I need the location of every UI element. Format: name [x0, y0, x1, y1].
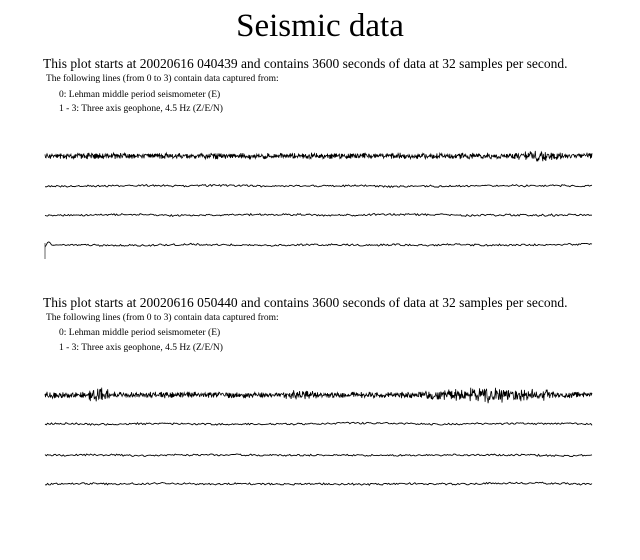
plot-2-traces	[0, 375, 640, 495]
trace-plot-1-line-3	[45, 242, 592, 247]
trace-plot-2-line-3	[45, 482, 592, 485]
plot-1-subline: The following lines (from 0 to 3) contain data captured from:	[46, 74, 279, 84]
plot-2-channel-1-3: 1 - 3: Three axis geophone, 4.5 Hz (Z/E/N)	[59, 343, 223, 353]
trace-plot-2-line-0	[45, 388, 592, 404]
trace-plot-2-line-2	[45, 454, 592, 457]
plot-2-channel-0: 0: Lehman middle period seismometer (E)	[59, 328, 221, 338]
trace-plot-1-line-0	[45, 151, 592, 161]
plot-1-channel-0: 0: Lehman middle period seismometer (E)	[59, 90, 221, 100]
trace-plot-2-line-1	[45, 422, 592, 425]
trace-plot-1-line-1	[45, 185, 592, 188]
plot-2-subline: The following lines (from 0 to 3) contain data captured from:	[46, 313, 279, 323]
plot-2-headline: This plot starts at 20020616 050440 and contains 3600 seconds of data at 32 samples per second.	[43, 295, 568, 310]
plot-1-headline: This plot starts at 20020616 040439 and contains 3600 seconds of data at 32 samples per second.	[43, 56, 568, 71]
trace-plot-1-line-2	[45, 214, 592, 217]
plot-1-traces	[0, 140, 640, 270]
plot-1-channel-1-3: 1 - 3: Three axis geophone, 4.5 Hz (Z/E/N)	[59, 104, 223, 114]
page-title: Seismic data	[236, 8, 404, 44]
